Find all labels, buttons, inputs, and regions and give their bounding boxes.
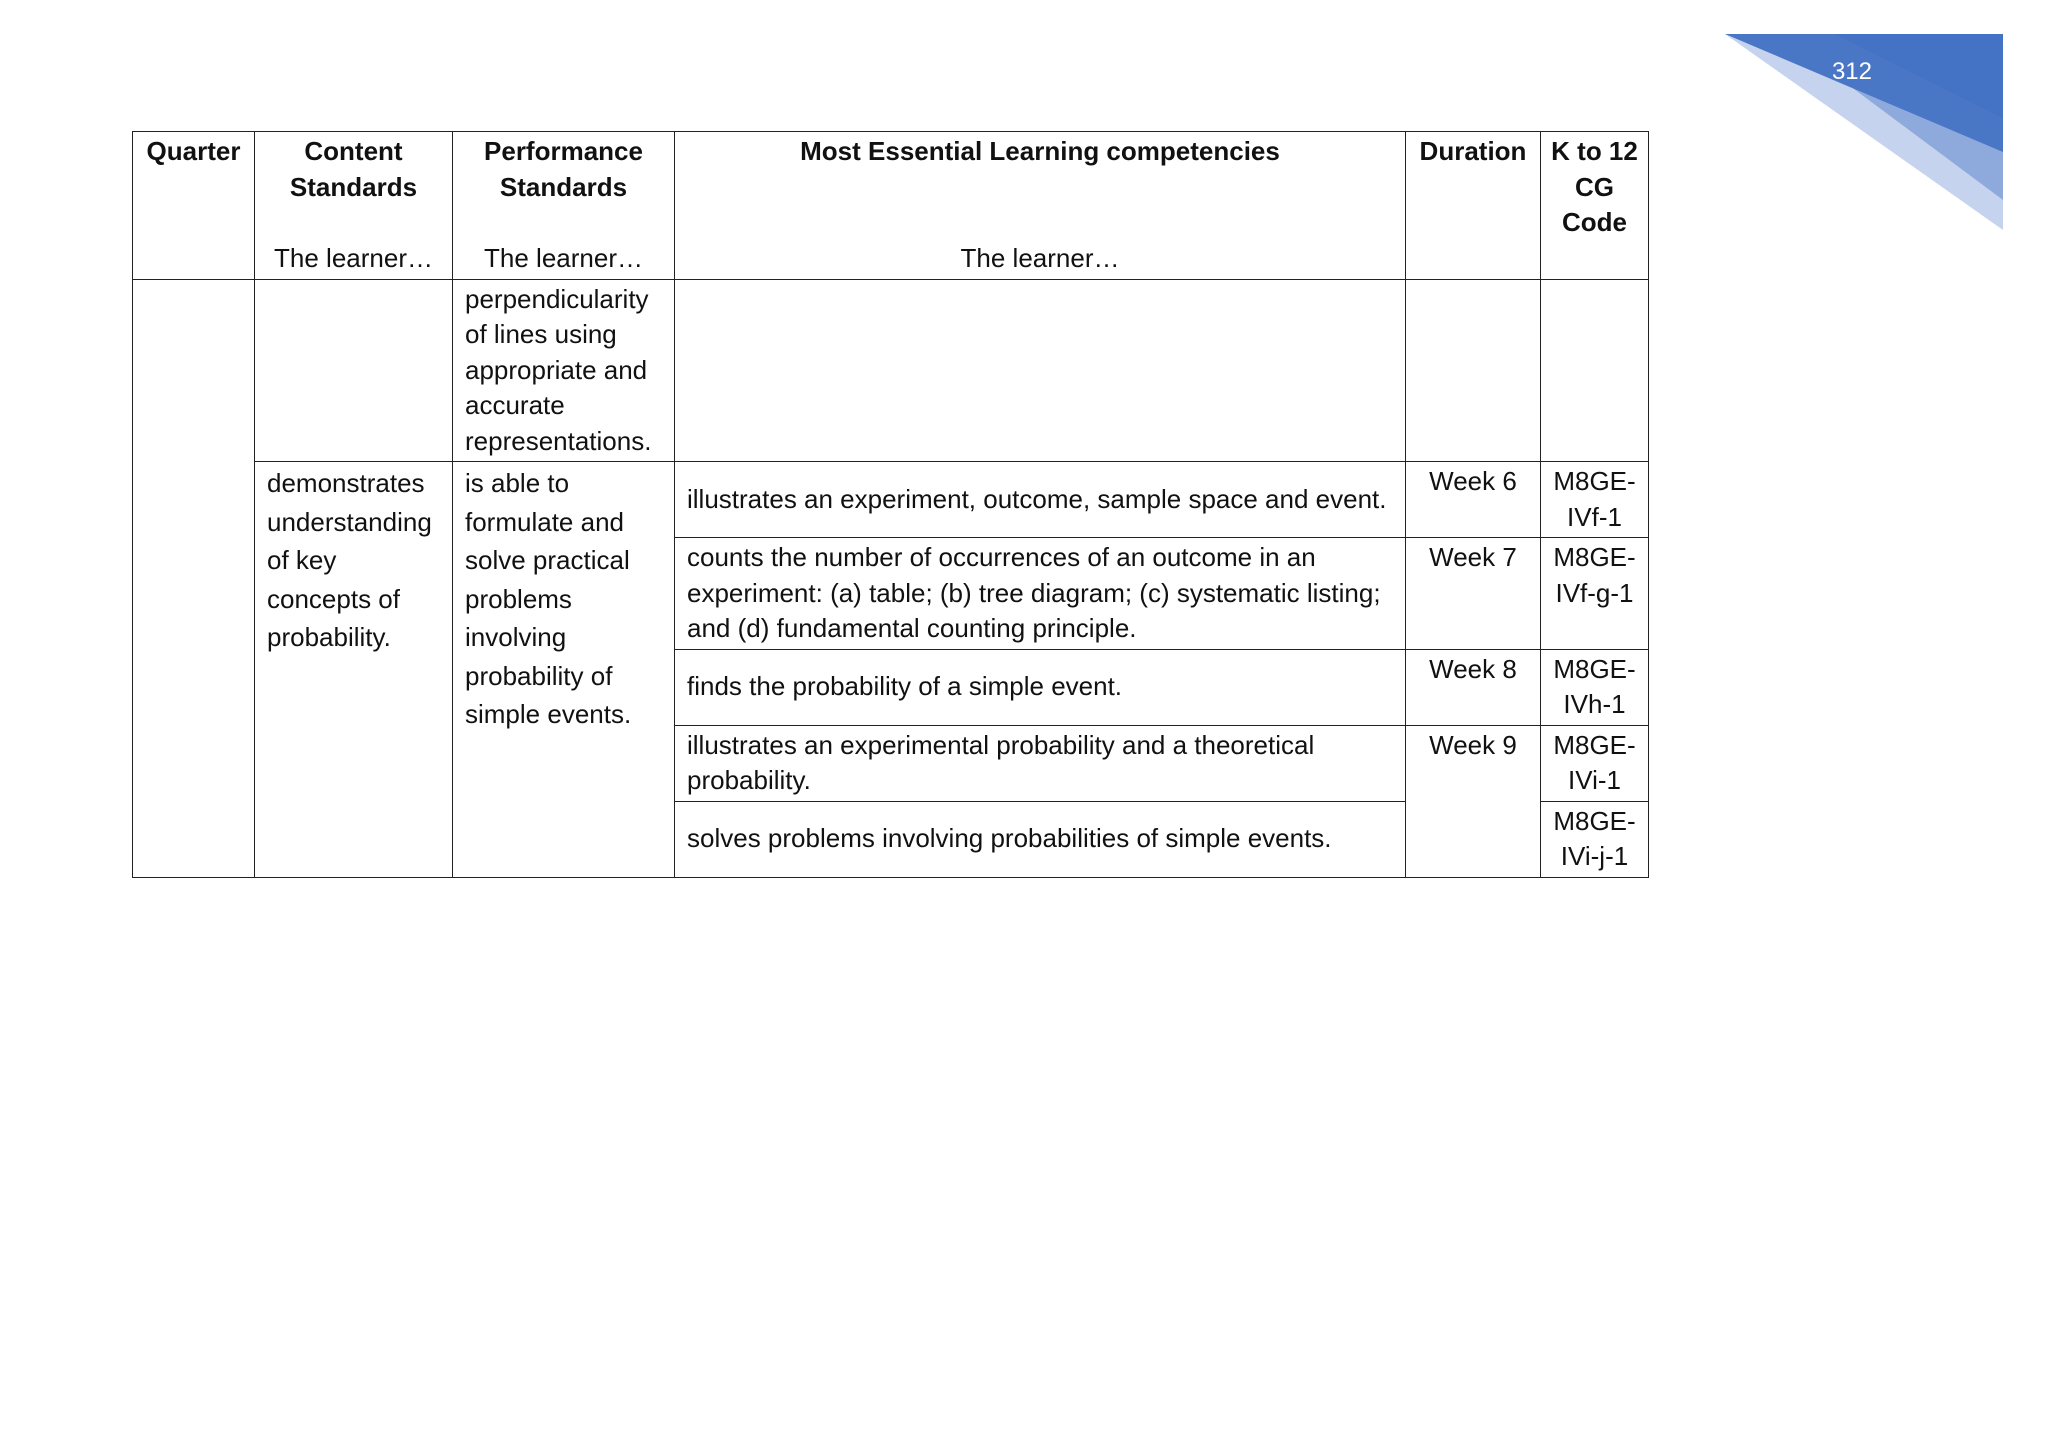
content-cell-continued [255, 279, 453, 462]
header-quarter-label: Quarter [146, 136, 241, 166]
code-cell-continued [1541, 279, 1649, 462]
header-content-label: Content Standards [289, 136, 418, 202]
duration-value: Week 9 [1406, 725, 1541, 877]
cg-code: M8GE-IVf-g-1 [1541, 538, 1649, 650]
competency-text: finds the probability of a simple event. [675, 649, 1406, 725]
competency-text: solves problems involving probabilities of simple events. [675, 801, 1406, 877]
performance-cell-continued: perpendicularity of lines using appropriate and accurate representations. [453, 279, 675, 462]
table-row [133, 462, 1649, 538]
header-performance-learner: The learner… [484, 243, 643, 273]
duration-value: Week 7 [1406, 538, 1541, 650]
duration-value: Week 6 [1406, 462, 1541, 538]
competency-text: illustrates an experimental probability and a theoretical probability. [675, 725, 1406, 801]
performance-standard-probability: is able to formulate and solve practical problems involving probability of simple events. [453, 462, 675, 878]
header-melc [675, 132, 1406, 280]
cg-code: M8GE-IVh-1 [1541, 649, 1649, 725]
curriculum-table [132, 131, 1649, 878]
cg-code: M8GE-IVf-1 [1541, 462, 1649, 538]
header-quarter [133, 132, 255, 280]
table-row-continued [133, 279, 1649, 462]
competency-text: illustrates an experiment, outcome, sample space and event. [675, 462, 1406, 538]
cg-code: M8GE-IVi-j-1 [1541, 801, 1649, 877]
header-performance-label: Performance Standards [484, 136, 643, 202]
header-duration [1406, 132, 1541, 280]
header-content-standards [255, 132, 453, 280]
quarter-cell [133, 279, 255, 877]
duration-cell-continued [1406, 279, 1541, 462]
header-content-learner: The learner… [274, 243, 433, 273]
melc-cell-continued [675, 279, 1406, 462]
header-melc-label: Most Essential Learning competencies [800, 136, 1280, 166]
table-header-row [133, 132, 1649, 280]
header-code [1541, 132, 1649, 280]
cg-code: M8GE-IVi-1 [1541, 725, 1649, 801]
duration-value: Week 8 [1406, 649, 1541, 725]
content-standard-probability: demonstrates understanding of key concepts of probability. [255, 462, 453, 878]
header-melc-learner: The learner… [960, 242, 1120, 273]
page-number: 312 [1831, 58, 1872, 85]
competency-text: counts the number of occurrences of an outcome in an experiment: (a) table; (b) tree diagram; (c) systematic listing; and (d) fundamental counting principle. [675, 538, 1406, 650]
header-performance-standards [453, 132, 675, 280]
header-code-label: K to 12 CG Code [1551, 136, 1638, 237]
header-duration-label: Duration [1419, 136, 1527, 166]
